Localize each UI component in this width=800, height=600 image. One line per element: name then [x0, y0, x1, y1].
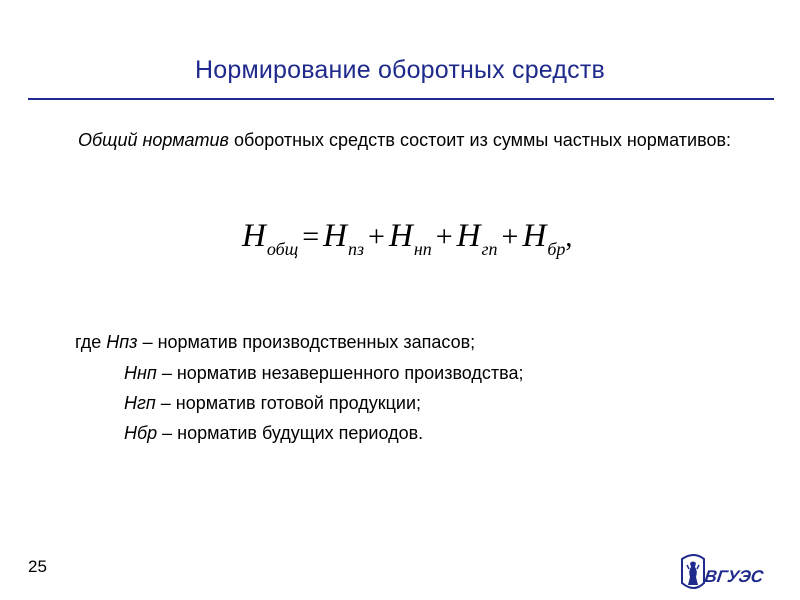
intro-term: Общий норматив	[78, 130, 229, 150]
intro-paragraph	[28, 126, 772, 154]
definition-text: – норматив готовой продукции;	[155, 393, 422, 413]
formula-plus: +	[501, 220, 519, 253]
definition-nbr	[124, 422, 423, 444]
definition-ngp	[124, 392, 421, 414]
university-logo-text: ВГУЭС	[703, 567, 765, 586]
formula-lhs: $Н_{общ}$	[242, 218, 299, 259]
definition-nnp	[124, 362, 524, 384]
definition-code: Ннп	[124, 363, 157, 383]
university-logo	[678, 553, 778, 595]
formula-comma: ,	[565, 222, 573, 253]
formula-plus: +	[368, 220, 385, 253]
formula-equals: =	[302, 220, 320, 253]
title-divider	[28, 98, 774, 100]
definition-code: Нбр	[124, 423, 158, 443]
definition-code: Нгп	[124, 393, 156, 413]
definition-text: – норматив будущих периодов.	[157, 423, 424, 443]
definition-text: – норматив производственных запасов;	[137, 332, 476, 352]
formula-plus: +	[435, 220, 453, 253]
definition-code: Нпз	[106, 332, 138, 352]
intro-text: оборотных средств состоит из суммы частных нормативов:	[228, 130, 732, 150]
slide-title: Нормирование оборотных средств	[195, 56, 605, 84]
formula-term-np: $Н_{нп}$	[388, 218, 432, 259]
definition-text: – норматив незавершенного производства;	[156, 363, 524, 383]
formula-lhs-subscript: общ	[266, 239, 299, 259]
formula-term-pz: $Н_{пз}$	[323, 218, 365, 259]
formula-term-gp: $Н_{гп}$	[456, 218, 498, 259]
formula-term-br: $Н_{бр}$	[522, 218, 566, 259]
university-emblem-icon	[682, 555, 704, 588]
definition-npz: где Нпз – норматив производственных запасов;	[75, 332, 476, 352]
norm-formula	[242, 218, 572, 268]
page-number: 25	[28, 557, 47, 576]
